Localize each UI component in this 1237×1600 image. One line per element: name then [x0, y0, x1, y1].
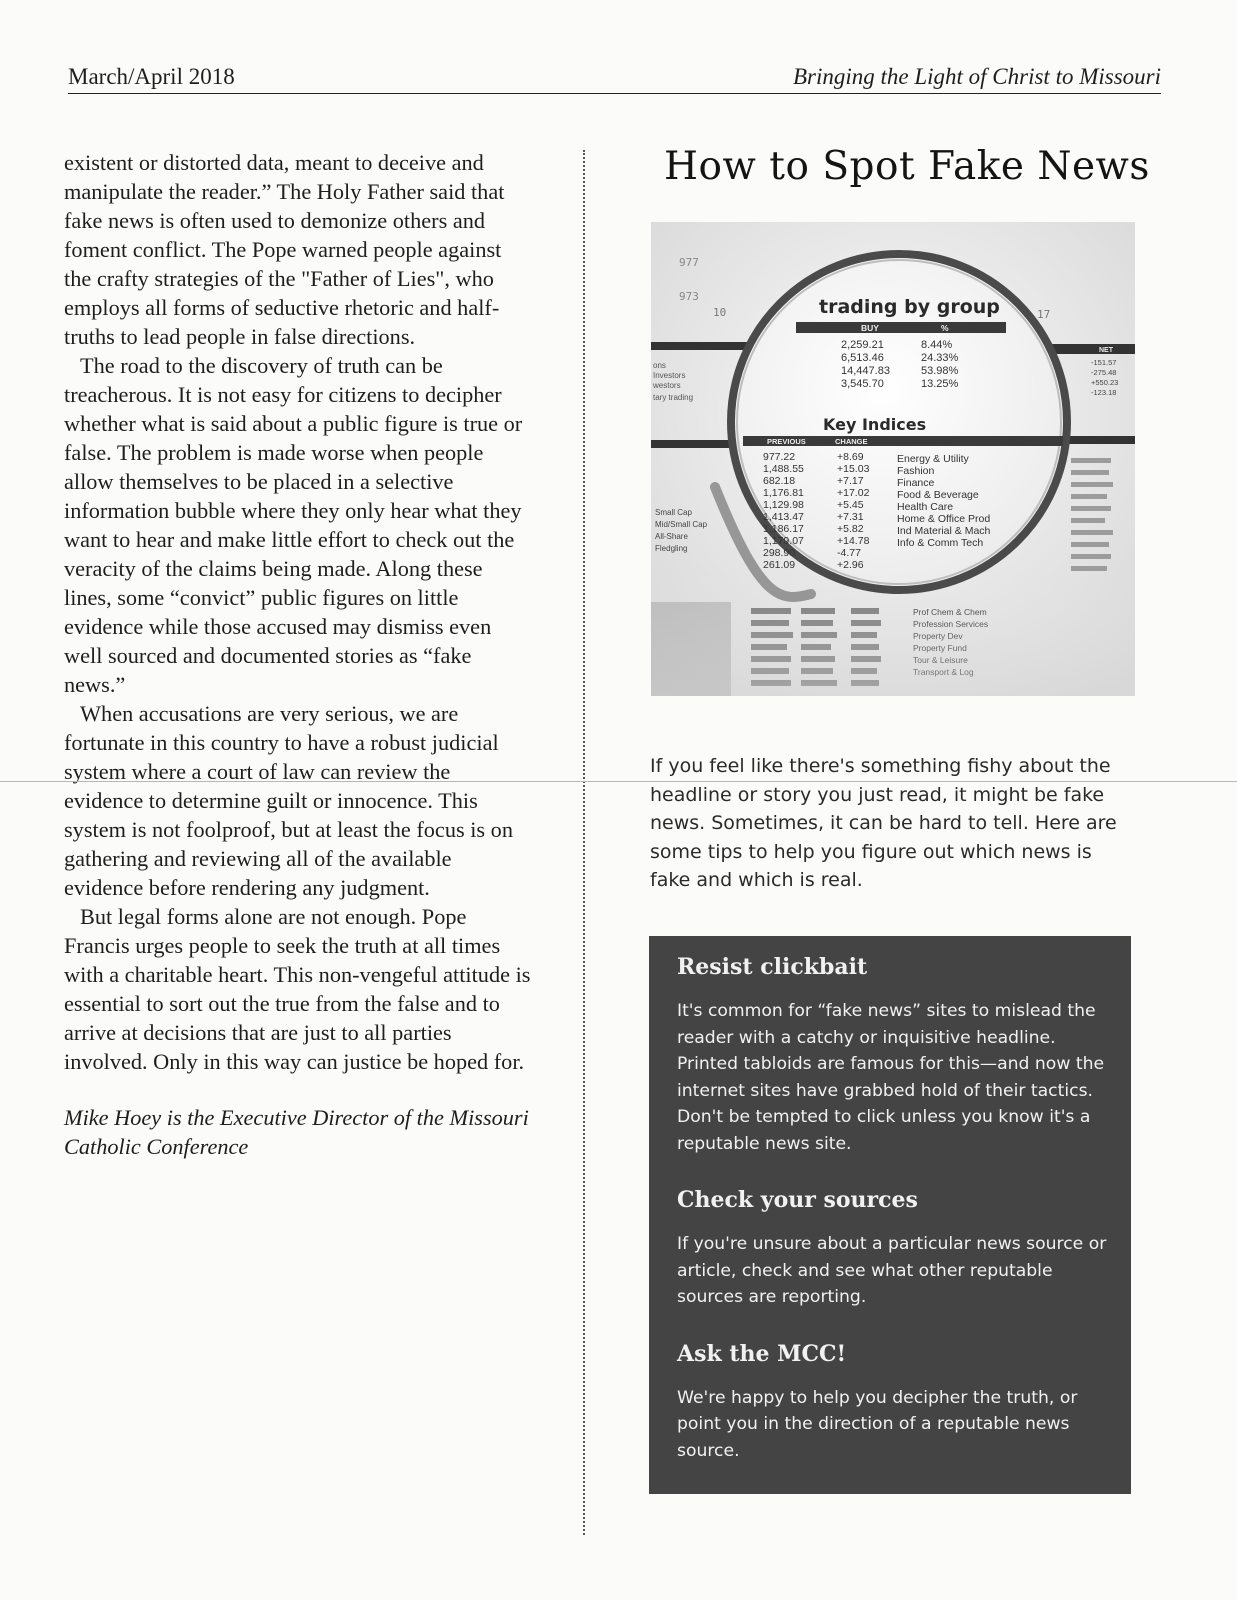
newsletter-tagline: Bringing the Light of Christ to Missouri: [792, 64, 1161, 89]
photo-buy-value: 2,259.21: [841, 339, 884, 351]
photo-left-label: westors: [653, 381, 681, 390]
tips-box: [649, 936, 1131, 1494]
article-paragraph: But legal forms alone are not enough. Pope Francis urges people to seek the truth at all times with a charitable heart. This non-vengeful attitude is essential to sort out the true from the false and to arrive at decisions that are just to all parties involved. Only in this way can justice be hoped for.: [64, 904, 531, 1074]
photo-previous-value: 298.90: [763, 547, 796, 559]
article-paragraph: When accusations are very serious, we are fortunate in this country to have a robust judicial system where a court of law can review the evidence to determine guilt or innocence. This system is not foolproof, but at least the focus is on gathering and reviewing all of the available evidence before rendering any judgment.: [64, 701, 513, 900]
tip-body: If you're unsure about a particular news source or article, check and see what other reputable sources are reporting.: [677, 1234, 1107, 1307]
issue-date: March/April 2018: [68, 64, 235, 89]
photo-sector: Health Care: [897, 501, 954, 513]
tip-body: It's common for “fake news” sites to mislead the reader with a catchy or inquisitive headline. Printed tabloids are famous for this—and now the internet sites have grabbed hold of their tactics. Don't be tempted to click unless you know it's a reputable news site.: [677, 1001, 1105, 1154]
photo-net-value: +550.23: [1091, 378, 1119, 387]
photo-pct-value: 13.25%: [921, 378, 959, 390]
photo-change-value: +7.17: [837, 475, 864, 487]
photo-pct-value: 24.33%: [921, 352, 959, 364]
photo-buy-value: 3,545.70: [841, 378, 884, 390]
photo-change-value: +5.82: [837, 523, 864, 535]
photo-left-row: All-Share: [655, 532, 688, 541]
tip-title: Resist clickbait: [677, 954, 868, 980]
intro-text: If you feel like there's something fishy about the headline or story you just read, it might be fake news. Sometimes, it can be hard to tell. Here are some tips to help you figure out which news is fake and which is real.: [650, 755, 1117, 892]
photo-left-label: tary trading: [653, 393, 694, 402]
photo-change-value: +14.78: [837, 535, 870, 547]
sidebar-headline: How to Spot Fake News: [664, 144, 1150, 189]
photo-left-row: Fledgling: [655, 544, 688, 553]
photo-net-value: -123.18: [1091, 388, 1117, 397]
header-rule: [68, 93, 1161, 94]
author-byline: Mike Hoey is the Executive Director of the Missouri Catholic Conference: [64, 1105, 529, 1159]
photo-left-label: Investors: [653, 371, 686, 380]
newspaper-photo: [651, 222, 1135, 696]
photo-change-value: +2.96: [837, 559, 864, 571]
photo-net-value: -151.57: [1091, 358, 1117, 367]
photo-previous-value: 682.18: [763, 475, 796, 487]
photo-number: 10: [713, 306, 727, 319]
photo-previous-header: PREVIOUS: [767, 437, 806, 446]
photo-buy-value: 6,513.46: [841, 352, 884, 364]
tip-title: Ask the MCC!: [677, 1340, 847, 1367]
photo-pct-header: %: [941, 323, 949, 333]
photo-left-row: Mid/Small Cap: [655, 520, 708, 529]
photo-heading: trading by group: [819, 296, 1000, 318]
photo-number: 17: [1037, 308, 1051, 321]
photo-change-value: -4.77: [837, 547, 861, 559]
photo-change-header: CHANGE: [835, 437, 868, 446]
photo-sector: Ind Material & Mach: [897, 525, 991, 537]
column-divider: [583, 150, 585, 1535]
photo-sector: Finance: [897, 477, 935, 489]
photo-previous-value: 261.09: [763, 559, 796, 571]
photo-previous-value: 1,176.81: [763, 487, 804, 499]
photo-number: 973: [679, 290, 699, 303]
photo-net-header: NET: [1099, 347, 1113, 354]
photo-number: 977: [679, 256, 699, 269]
magnifier-illustration: [651, 222, 1135, 696]
tip-body: We're happy to help you decipher the truth, or point you in the direction of a reputable news source.: [677, 1387, 1078, 1461]
article-paragraph: existent or distorted data, meant to deceive and manipulate the reader.” The Holy Father said that fake news is often used to demonize others and foment conflict. The Pope warned people against the crafty strategies of the "Father of Lies", who employs all forms of seductive rhetoric and half-truths to lead people in false directions.: [64, 150, 505, 349]
photo-subheading: Key Indices: [823, 415, 927, 434]
tip-title: Check your sources: [677, 1187, 918, 1213]
photo-sector: Info & Comm Tech: [897, 537, 984, 549]
photo-previous-value: 1,129.98: [763, 499, 804, 511]
article-paragraph: The road to the discovery of truth can be treacherous. It is not easy for citizens to decipher whether what is said about a public figure is true or false. The problem is made worse when people allow themselves to be placed in a selective information bubble where they only hear what they want to hear and make little effort to check out the veracity of the claims being made. Along these lines, some “convict” public figures on little evidence while those accused may dismiss even well sourced and documented stories as “fake news.”: [64, 353, 523, 697]
photo-pct-value: 53.98%: [921, 365, 959, 377]
photo-change-value: +7.31: [837, 511, 864, 523]
photo-buy-value: 14,447.83: [841, 365, 890, 377]
photo-change-value: +17.02: [837, 487, 870, 499]
photo-sector: Home & Office Prod: [897, 513, 991, 525]
photo-previous-value: 977.22: [763, 451, 796, 463]
photo-previous-value: 1,179.07: [763, 535, 804, 547]
photo-buy-header: BUY: [861, 323, 879, 333]
article-column: [64, 148, 534, 1161]
photo-sector: Fashion: [897, 465, 935, 477]
photo-pct-value: 8.44%: [921, 339, 953, 351]
photo-change-value: +15.03: [837, 463, 870, 475]
photo-previous-value: 1,488.55: [763, 463, 804, 475]
photo-sector: Energy & Utility: [897, 453, 969, 465]
photo-change-value: +5.45: [837, 499, 864, 511]
photo-sector: Food & Beverage: [897, 489, 979, 501]
photo-left-label: ons: [653, 361, 666, 370]
photo-net-value: -275.48: [1091, 368, 1117, 377]
photo-previous-value: 1,186.17: [763, 523, 804, 535]
photo-change-value: +8.69: [837, 451, 864, 463]
photo-left-row: Small Cap: [655, 508, 692, 517]
photo-previous-value: 1,413.47: [763, 511, 804, 523]
